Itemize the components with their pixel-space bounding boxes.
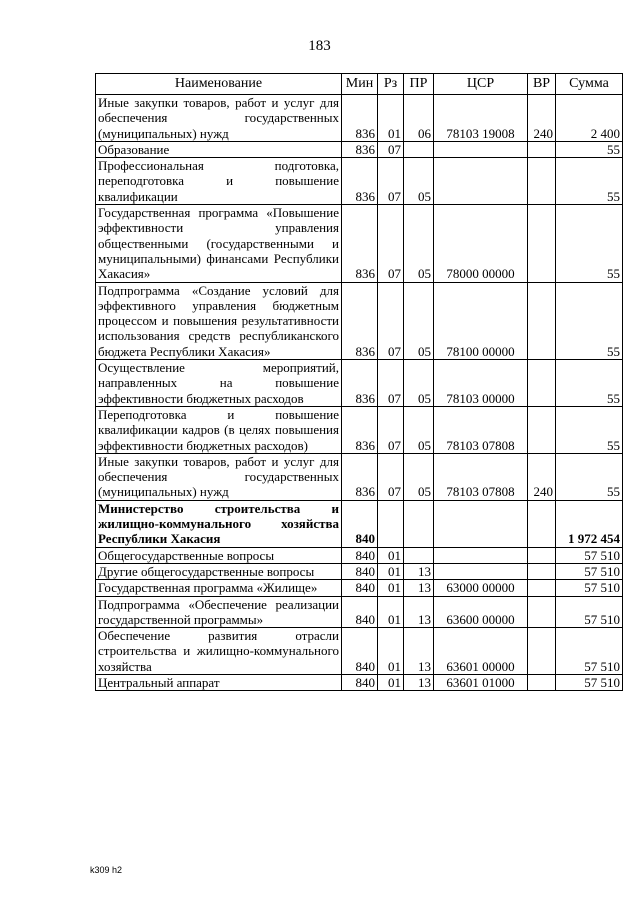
row-pr — [404, 141, 434, 157]
row-csr: 78100 00000 — [434, 282, 528, 359]
row-csr — [434, 563, 528, 579]
column-header-name: Наименование — [96, 74, 342, 95]
table-row — [96, 141, 623, 157]
row-vr — [528, 547, 556, 563]
row-sum: 55 — [556, 141, 623, 157]
row-csr: 63601 00000 — [434, 628, 528, 675]
table-row — [96, 453, 623, 500]
row-rz: 01 — [378, 547, 404, 563]
row-csr — [434, 500, 528, 547]
row-min: 840 — [342, 580, 378, 596]
row-pr: 05 — [404, 158, 434, 205]
row-name: Государственная программа «Жилище» — [96, 580, 342, 596]
row-csr: 78103 00000 — [434, 360, 528, 407]
row-vr — [528, 596, 556, 628]
row-vr — [528, 563, 556, 579]
column-header-min: Мин — [342, 74, 378, 95]
row-sum: 57 510 — [556, 596, 623, 628]
row-name: Другие общегосударственные вопросы — [96, 563, 342, 579]
table-header-row — [96, 74, 623, 95]
row-rz: 07 — [378, 360, 404, 407]
row-min: 840 — [342, 628, 378, 675]
row-vr — [528, 674, 556, 690]
row-name: Подпрограмма «Обеспечение реализации государственной программы» — [96, 596, 342, 628]
row-pr: 13 — [404, 563, 434, 579]
row-rz: 01 — [378, 628, 404, 675]
row-csr: 63601 01000 — [434, 674, 528, 690]
row-sum: 55 — [556, 282, 623, 359]
row-pr: 05 — [404, 282, 434, 359]
row-csr: 78103 07808 — [434, 453, 528, 500]
row-name: Иные закупки товаров, работ и услуг для обеспечения государственных (муниципальных) нужд — [96, 453, 342, 500]
row-min: 836 — [342, 453, 378, 500]
row-pr: 13 — [404, 674, 434, 690]
row-min: 840 — [342, 596, 378, 628]
table-row — [96, 360, 623, 407]
table-row — [96, 95, 623, 142]
row-csr — [434, 158, 528, 205]
column-header-sum: Сумма — [556, 74, 623, 95]
row-rz: 01 — [378, 580, 404, 596]
row-min: 836 — [342, 360, 378, 407]
row-csr: 78103 19008 — [434, 95, 528, 142]
row-rz: 07 — [378, 141, 404, 157]
budget-table — [95, 73, 623, 691]
row-pr: 13 — [404, 596, 434, 628]
row-min: 840 — [342, 563, 378, 579]
row-sum: 2 400 — [556, 95, 623, 142]
row-vr — [528, 406, 556, 453]
row-rz: 01 — [378, 95, 404, 142]
row-vr — [528, 282, 556, 359]
row-rz: 01 — [378, 674, 404, 690]
row-min: 836 — [342, 282, 378, 359]
table-row — [96, 596, 623, 628]
row-pr: 05 — [404, 360, 434, 407]
row-min: 840 — [342, 547, 378, 563]
table-row — [96, 628, 623, 675]
row-name: Переподготовка и повышение квалификации кадров (в целях повышения эффективности бюджетных расходов) — [96, 406, 342, 453]
row-rz — [378, 500, 404, 547]
row-min: 836 — [342, 95, 378, 142]
row-csr — [434, 141, 528, 157]
row-name: Образование — [96, 141, 342, 157]
row-vr — [528, 158, 556, 205]
row-min: 840 — [342, 500, 378, 547]
footer-code: k309 h2 — [90, 865, 123, 875]
row-vr — [528, 500, 556, 547]
row-name: Центральный аппарат — [96, 674, 342, 690]
table-row — [96, 674, 623, 690]
row-rz: 01 — [378, 596, 404, 628]
row-csr: 63000 00000 — [434, 580, 528, 596]
row-pr: 05 — [404, 406, 434, 453]
row-pr — [404, 500, 434, 547]
row-vr — [528, 360, 556, 407]
row-pr: 05 — [404, 205, 434, 282]
column-header-csr: ЦСР — [434, 74, 528, 95]
row-csr: 78103 07808 — [434, 406, 528, 453]
row-min: 836 — [342, 406, 378, 453]
row-sum: 57 510 — [556, 674, 623, 690]
row-rz: 07 — [378, 205, 404, 282]
table-row — [96, 282, 623, 359]
row-sum: 57 510 — [556, 580, 623, 596]
row-vr: 240 — [528, 453, 556, 500]
row-rz: 07 — [378, 453, 404, 500]
row-name: Обеспечение развития отрасли строительства и жилищно-коммунального хозяйства — [96, 628, 342, 675]
row-name: Министерство строительства и жилищно-коммунального хозяйства Республики Хакасия — [96, 500, 342, 547]
row-sum: 57 510 — [556, 628, 623, 675]
row-name: Государственная программа «Повышение эффективности управления общественными (государственными и муниципальными) финансами Республики Хакасия» — [96, 205, 342, 282]
row-rz: 07 — [378, 282, 404, 359]
table-row — [96, 563, 623, 579]
row-rz: 07 — [378, 158, 404, 205]
table-row — [96, 205, 623, 282]
column-header-pr: ПР — [404, 74, 434, 95]
row-vr: 240 — [528, 95, 556, 142]
page-number: 183 — [308, 38, 331, 54]
table-row — [96, 406, 623, 453]
row-min: 836 — [342, 205, 378, 282]
row-name: Общегосударственные вопросы — [96, 547, 342, 563]
row-sum: 55 — [556, 205, 623, 282]
row-pr: 13 — [404, 580, 434, 596]
row-vr — [528, 580, 556, 596]
row-csr — [434, 547, 528, 563]
row-sum: 55 — [556, 453, 623, 500]
row-name: Осуществление мероприятий, направленных на повышение эффективности бюджетных расходов — [96, 360, 342, 407]
row-sum: 55 — [556, 158, 623, 205]
row-vr — [528, 141, 556, 157]
row-min: 840 — [342, 674, 378, 690]
table-row — [96, 158, 623, 205]
row-min: 836 — [342, 141, 378, 157]
row-pr — [404, 547, 434, 563]
row-vr — [528, 628, 556, 675]
row-pr: 05 — [404, 453, 434, 500]
column-header-vr: ВР — [528, 74, 556, 95]
row-pr: 13 — [404, 628, 434, 675]
row-rz: 01 — [378, 563, 404, 579]
row-rz: 07 — [378, 406, 404, 453]
row-vr — [528, 205, 556, 282]
row-min: 836 — [342, 158, 378, 205]
row-sum: 55 — [556, 406, 623, 453]
table-row — [96, 547, 623, 563]
row-name: Подпрограмма «Создание условий для эффективного управления бюджетным процессом и повышения результативности использования средств республиканского бюджета Республики Хакасия» — [96, 282, 342, 359]
row-csr: 78000 00000 — [434, 205, 528, 282]
row-sum: 55 — [556, 360, 623, 407]
row-sum: 1 972 454 — [556, 500, 623, 547]
table-row — [96, 500, 623, 547]
row-sum: 57 510 — [556, 547, 623, 563]
row-name: Иные закупки товаров, работ и услуг для обеспечения государственных (муниципальных) нужд — [96, 95, 342, 142]
table-row — [96, 580, 623, 596]
row-pr: 06 — [404, 95, 434, 142]
row-csr: 63600 00000 — [434, 596, 528, 628]
row-sum: 57 510 — [556, 563, 623, 579]
row-name: Профессиональная подготовка, переподготовка и повышение квалификации — [96, 158, 342, 205]
column-header-rz: Рз — [378, 74, 404, 95]
